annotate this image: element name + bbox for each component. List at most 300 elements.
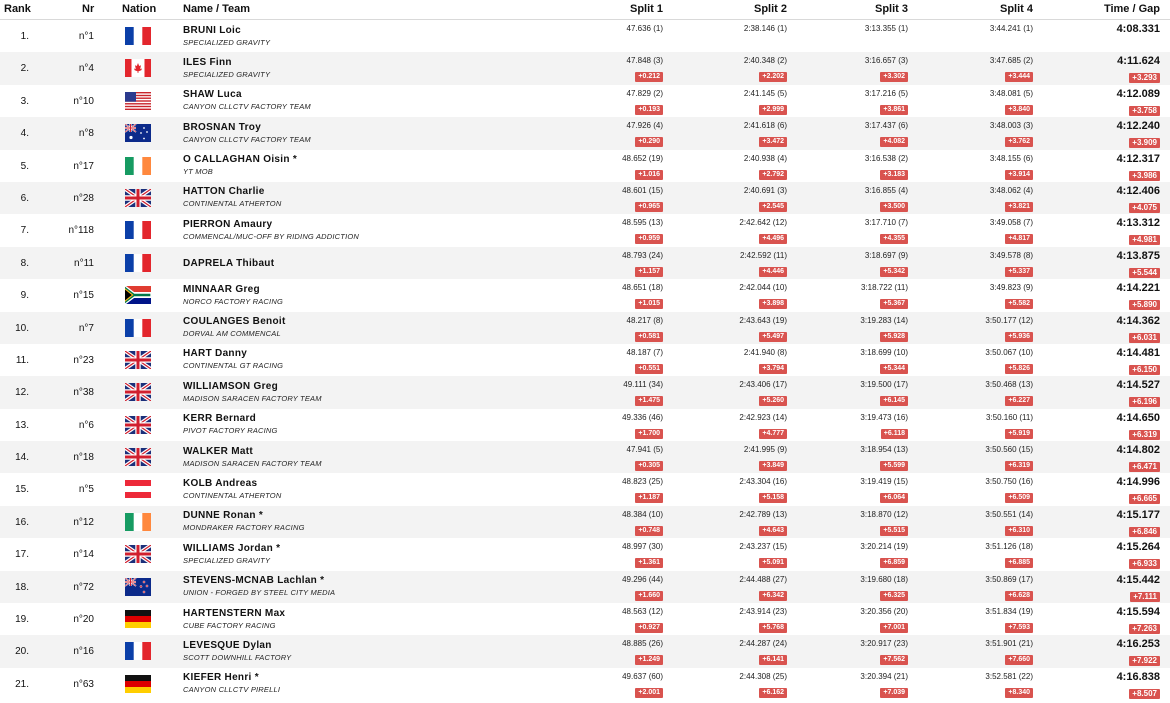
split-4-cell <box>990 218 1033 245</box>
final-gap-badge: +6.150 <box>1129 365 1160 375</box>
split-2-cell <box>744 89 787 116</box>
split-time: 3:50.177 (12) <box>985 315 1033 325</box>
final-time: 4:16.253 <box>1116 638 1160 651</box>
bib-number: n°72 <box>73 581 94 593</box>
split-time: 47.941 (5) <box>626 445 663 455</box>
rider-cell <box>183 122 311 144</box>
split-gap-badge: +0.305 <box>635 461 663 471</box>
rider-name[interactable]: O CALLAGHAN Oisin * <box>183 154 298 166</box>
table-row[interactable] <box>0 473 1170 505</box>
rider-name[interactable]: WILLIAMS Jordan * <box>183 542 281 554</box>
split-time: 2:43.237 (15) <box>739 542 787 552</box>
split-gap-badge: +1.016 <box>635 170 663 180</box>
rider-cell <box>183 25 270 47</box>
rider-name[interactable]: HARTENSTERN Max <box>183 607 286 619</box>
rider-cell <box>183 348 283 370</box>
time-gap-cell <box>1117 541 1160 571</box>
bib-number: n°17 <box>73 160 94 172</box>
split-2-cell <box>744 348 787 375</box>
fr-flag-icon <box>125 319 151 337</box>
final-time: 4:08.331 <box>1116 23 1160 35</box>
final-time: 4:14.996 <box>1116 476 1160 489</box>
split-2-cell <box>744 186 787 213</box>
time-gap-cell <box>1117 476 1160 506</box>
header-split-4[interactable]: Split 4 <box>999 3 1033 15</box>
table-row[interactable] <box>0 312 1170 344</box>
split-gap-badge: +4.355 <box>880 234 908 244</box>
rider-cell <box>183 575 335 597</box>
split-gap-badge: +5.344 <box>880 364 908 374</box>
at-flag-icon <box>125 480 151 498</box>
split-2-cell <box>739 316 787 343</box>
rider-cell <box>183 57 270 79</box>
split-gap-badge: +5.260 <box>759 396 787 406</box>
split-1-cell <box>622 251 663 278</box>
split-gap-badge: +1.157 <box>635 267 663 277</box>
split-time: 3:16.538 (2) <box>864 153 908 163</box>
split-gap-badge: +0.290 <box>635 137 663 147</box>
rank-cell: 8. <box>20 257 29 269</box>
split-time: 48.823 (25) <box>622 477 663 487</box>
split-time: 3:50.560 (15) <box>985 445 1033 455</box>
table-row[interactable] <box>0 247 1170 279</box>
split-gap-badge: +5.515 <box>880 526 908 536</box>
final-gap-badge: +3.986 <box>1129 171 1160 181</box>
split-time: 48.652 (19) <box>622 153 663 163</box>
ie-flag-icon <box>125 157 151 175</box>
final-time: 4:12.317 <box>1116 152 1160 165</box>
ie-flag-icon <box>125 513 151 531</box>
split-2-cell <box>744 56 787 83</box>
split-2-cell <box>739 542 787 569</box>
split-4-cell <box>990 56 1033 83</box>
table-row[interactable] <box>0 20 1170 52</box>
time-gap-cell <box>1117 23 1160 35</box>
split-3-cell <box>865 24 908 33</box>
split-time: 3:17.710 (7) <box>864 218 908 228</box>
split-gap-badge: +3.861 <box>880 105 908 115</box>
split-4-cell <box>985 639 1033 666</box>
split-1-cell <box>622 672 663 699</box>
split-gap-badge: +6.064 <box>880 493 908 503</box>
table-row[interactable] <box>0 538 1170 570</box>
rider-cell <box>183 381 322 403</box>
table-row[interactable] <box>0 214 1170 246</box>
split-gap-badge: +5.342 <box>880 267 908 277</box>
time-gap-cell <box>1117 217 1160 247</box>
split-3-cell <box>865 251 908 278</box>
final-time: 4:14.527 <box>1116 379 1160 392</box>
gb-flag-icon <box>125 448 151 466</box>
rider-name[interactable]: DUNNE Ronan * <box>183 510 264 522</box>
rank-cell: 5. <box>20 160 29 172</box>
split-gap-badge: +5.497 <box>759 332 787 342</box>
de-flag-icon <box>125 675 151 693</box>
split-time: 49.296 (44) <box>622 574 663 584</box>
time-gap-cell <box>1117 315 1160 345</box>
team-name: MADISON SARACEN FACTORY TEAM <box>183 393 322 403</box>
za-flag-icon <box>125 286 151 304</box>
team-name: YT MOB <box>183 167 213 177</box>
split-gap-badge: +0.748 <box>635 526 663 536</box>
split-gap-badge: +3.898 <box>759 299 787 309</box>
split-gap-badge: +5.768 <box>759 623 787 633</box>
split-4-cell <box>985 477 1033 504</box>
split-2-cell <box>739 672 787 699</box>
split-gap-badge: +2.001 <box>635 688 663 698</box>
team-name: NORCO FACTORY RACING <box>183 296 283 306</box>
rider-name[interactable]: BROSNAN Troy <box>183 121 262 133</box>
rider-name[interactable]: WILLIAMSON Greg <box>183 380 279 392</box>
split-3-cell <box>861 283 908 310</box>
split-1-cell <box>622 639 663 666</box>
split-2-cell <box>739 510 787 537</box>
rider-cell <box>183 89 311 111</box>
team-name: SCOTT DOWNHILL FACTORY <box>183 652 292 662</box>
split-gap-badge: +1.249 <box>635 655 663 665</box>
final-time: 4:14.481 <box>1116 346 1160 359</box>
split-time: 3:52.581 (22) <box>985 671 1033 681</box>
rank-cell: 10. <box>15 322 29 334</box>
rank-cell: 18. <box>15 581 29 593</box>
split-4-cell <box>985 316 1033 343</box>
header-time-gap[interactable]: Time / Gap <box>1103 3 1160 15</box>
split-4-cell <box>990 154 1033 181</box>
final-time: 4:13.875 <box>1116 249 1160 262</box>
split-1-cell <box>622 186 663 213</box>
bib-number: n°14 <box>73 549 94 561</box>
split-gap-badge: +5.936 <box>1005 332 1033 342</box>
bib-number: n°38 <box>73 387 94 399</box>
final-time: 4:15.264 <box>1116 541 1160 554</box>
rider-name[interactable]: ILES Finn <box>183 56 232 68</box>
split-3-cell <box>860 542 908 569</box>
time-gap-cell <box>1117 412 1160 442</box>
rider-cell <box>183 413 278 435</box>
table-row[interactable] <box>0 571 1170 603</box>
bib-number: n°23 <box>73 354 94 366</box>
split-time: 48.885 (26) <box>622 639 663 649</box>
split-gap-badge: +0.193 <box>635 105 663 115</box>
table-row[interactable] <box>0 52 1170 84</box>
split-4-cell <box>985 348 1033 375</box>
time-gap-cell <box>1117 88 1160 118</box>
split-gap-badge: +4.777 <box>759 429 787 439</box>
split-gap-badge: +0.581 <box>635 332 663 342</box>
header-split-3[interactable]: Split 3 <box>874 3 908 15</box>
split-4-cell <box>990 186 1033 213</box>
split-3-cell <box>860 348 908 375</box>
final-time: 4:15.177 <box>1116 508 1160 521</box>
header-split-1[interactable]: Split 1 <box>629 3 663 15</box>
split-gap-badge: +3.183 <box>880 170 908 180</box>
split-gap-badge: +2.202 <box>759 72 787 82</box>
split-time: 3:17.437 (6) <box>864 121 908 131</box>
team-name: CANYON CLLCTV FACTORY TEAM <box>183 102 311 112</box>
rider-cell <box>183 543 280 565</box>
split-time: 2:42.642 (12) <box>739 218 787 228</box>
rider-name[interactable]: HATTON Charlie <box>183 186 265 198</box>
split-gap-badge: +6.141 <box>759 655 787 665</box>
split-time: 49.336 (46) <box>622 412 663 422</box>
split-time: 48.651 (18) <box>622 283 663 293</box>
final-time: 4:14.221 <box>1116 282 1160 295</box>
split-gap-badge: +4.446 <box>759 267 787 277</box>
split-gap-badge: +6.310 <box>1005 526 1033 536</box>
rider-name[interactable]: LEVESQUE Dylan <box>183 639 272 651</box>
header-split-2[interactable]: Split 2 <box>753 3 787 15</box>
split-gap-badge: +0.212 <box>635 72 663 82</box>
split-time: 3:19.680 (18) <box>860 574 908 584</box>
rider-cell <box>183 219 359 241</box>
final-time: 4:12.240 <box>1116 120 1160 133</box>
rider-name[interactable]: PIERRON Amaury <box>183 218 273 230</box>
split-3-cell <box>860 413 908 440</box>
rider-name[interactable]: WALKER Matt <box>183 445 253 457</box>
time-gap-cell <box>1117 153 1160 183</box>
bib-number: n°15 <box>73 290 94 302</box>
split-time: 2:41.940 (8) <box>743 347 787 357</box>
rider-cell <box>183 510 305 532</box>
rider-name[interactable]: BRUNI Loic <box>183 24 241 36</box>
split-time: 2:38.146 (1) <box>743 24 787 33</box>
final-gap-badge: +6.031 <box>1129 333 1160 343</box>
split-gap-badge: +3.762 <box>1005 137 1033 147</box>
split-time: 48.187 (7) <box>626 347 663 357</box>
split-2-cell <box>744 121 787 148</box>
table-row[interactable] <box>0 117 1170 149</box>
split-4-cell <box>985 575 1033 602</box>
split-time: 3:49.058 (7) <box>989 218 1033 228</box>
split-4-cell <box>986 413 1033 440</box>
final-gap-badge: +6.471 <box>1129 462 1160 472</box>
team-name: MADISON SARACEN FACTORY TEAM <box>183 458 322 468</box>
split-gap-badge: +6.118 <box>881 429 908 439</box>
split-gap-badge: +5.337 <box>1005 267 1033 277</box>
split-1-cell <box>627 89 663 116</box>
split-time: 2:44.308 (25) <box>739 671 787 681</box>
table-row[interactable] <box>0 150 1170 182</box>
rank-cell: 13. <box>15 419 29 431</box>
bib-number: n°20 <box>73 614 94 626</box>
split-3-cell <box>860 639 908 666</box>
team-name: CONTINENTAL GT RACING <box>183 361 284 371</box>
table-row[interactable] <box>0 441 1170 473</box>
split-time: 3:50.160 (11) <box>986 412 1033 422</box>
header-nr[interactable]: Nr <box>82 3 95 15</box>
split-gap-badge: +7.562 <box>880 655 908 665</box>
split-gap-badge: +6.509 <box>1005 493 1033 503</box>
rider-cell <box>183 446 322 468</box>
table-row[interactable] <box>0 635 1170 667</box>
split-time: 2:43.914 (23) <box>739 607 787 617</box>
split-gap-badge: +6.342 <box>759 591 787 601</box>
rider-name[interactable]: KERR Bernard <box>183 413 257 425</box>
split-time: 2:44.287 (24) <box>739 639 787 649</box>
bib-number: n°1 <box>78 31 94 42</box>
split-time: 2:44.488 (27) <box>739 574 787 584</box>
split-time: 3:50.869 (17) <box>985 574 1033 584</box>
time-gap-cell <box>1117 250 1160 280</box>
rider-name[interactable]: COULANGES Benoit <box>183 316 286 328</box>
rider-cell <box>183 186 281 208</box>
split-time: 48.595 (13) <box>622 218 663 228</box>
final-gap-badge: +3.293 <box>1129 73 1160 83</box>
split-3-cell <box>865 186 908 213</box>
final-gap-badge: +3.909 <box>1129 138 1160 148</box>
split-gap-badge: +7.001 <box>880 623 908 633</box>
split-time: 3:48.155 (6) <box>989 153 1033 163</box>
split-time: 3:49.578 (8) <box>989 250 1033 260</box>
split-3-cell <box>860 380 908 407</box>
split-gap-badge: +4.082 <box>880 137 908 147</box>
split-gap-badge: +3.500 <box>880 202 908 212</box>
split-time: 3:50.750 (16) <box>985 477 1033 487</box>
final-time: 4:13.312 <box>1116 217 1160 230</box>
split-4-cell <box>985 672 1033 699</box>
split-time: 2:43.406 (17) <box>739 380 787 390</box>
split-gap-badge: +3.302 <box>880 72 908 82</box>
rider-name[interactable]: KIEFER Henri * <box>183 672 259 684</box>
split-time: 2:43.304 (16) <box>739 477 787 487</box>
split-gap-badge: +3.444 <box>1005 72 1033 82</box>
table-row[interactable] <box>0 409 1170 441</box>
split-2-cell <box>739 477 787 504</box>
time-gap-cell <box>1117 444 1160 474</box>
rank-cell: 14. <box>15 452 29 464</box>
time-gap-cell <box>1117 120 1160 150</box>
header-rank[interactable]: Rank <box>4 3 31 15</box>
table-row[interactable] <box>0 279 1170 311</box>
split-gap-badge: +1.015 <box>635 299 663 309</box>
split-gap-badge: +3.840 <box>1005 105 1033 115</box>
bib-number: n°18 <box>73 452 94 464</box>
rank-cell: 1. <box>20 31 29 42</box>
team-name: UNION - FORGED BY STEEL CITY MEDIA <box>183 588 336 598</box>
rider-name[interactable]: DAPRELA Thibaut <box>183 257 275 269</box>
table-row[interactable] <box>0 182 1170 214</box>
split-time: 3:47.685 (2) <box>989 56 1033 66</box>
split-time: 49.637 (60) <box>622 671 663 681</box>
final-time: 4:15.442 <box>1116 573 1160 586</box>
split-time: 3:19.283 (14) <box>860 315 908 325</box>
rank-cell: 11. <box>15 354 29 366</box>
split-time: 3:48.081 (5) <box>989 88 1033 98</box>
split-time: 3:13.355 (1) <box>864 24 908 33</box>
split-time: 3:19.419 (15) <box>860 477 908 487</box>
split-time: 2:40.348 (2) <box>743 56 787 66</box>
split-1-cell <box>627 316 663 343</box>
split-time: 2:40.691 (3) <box>743 185 787 195</box>
split-gap-badge: +8.340 <box>1005 688 1033 698</box>
split-time: 3:19.500 (17) <box>860 380 908 390</box>
bib-number: n°28 <box>73 192 94 204</box>
rider-name[interactable]: MINNAAR Greg <box>183 283 260 295</box>
split-time: 48.384 (10) <box>622 509 663 519</box>
team-name: PIVOT FACTORY RACING <box>183 426 278 436</box>
final-gap-badge: +5.544 <box>1129 268 1160 278</box>
final-time: 4:14.802 <box>1116 444 1160 457</box>
rider-cell <box>183 640 291 662</box>
team-name: SPECIALIZED GRAVITY <box>183 69 271 79</box>
time-gap-cell <box>1117 574 1160 604</box>
final-gap-badge: +7.922 <box>1129 656 1160 666</box>
table-row[interactable] <box>0 376 1170 408</box>
split-2-cell <box>739 380 787 407</box>
split-1-cell <box>622 477 663 504</box>
final-gap-badge: +6.933 <box>1129 559 1160 569</box>
final-gap-badge: +8.507 <box>1129 689 1160 699</box>
split-4-cell <box>985 542 1033 569</box>
split-4-cell <box>990 89 1033 116</box>
split-time: 48.997 (30) <box>622 542 663 552</box>
split-1-cell <box>627 56 663 83</box>
split-time: 3:44.241 (1) <box>989 24 1033 33</box>
header-name-team[interactable]: Name / Team <box>183 3 251 15</box>
split-3-cell <box>865 56 908 83</box>
time-gap-cell <box>1117 282 1160 312</box>
split-gap-badge: +5.091 <box>759 558 787 568</box>
table-row[interactable] <box>0 603 1170 635</box>
team-name: SPECIALIZED GRAVITY <box>183 555 271 565</box>
split-gap-badge: +5.919 <box>1005 429 1033 439</box>
split-gap-badge: +6.859 <box>880 558 908 568</box>
split-1-cell <box>622 413 663 440</box>
table-row[interactable] <box>0 344 1170 376</box>
rider-name[interactable]: SHAW Luca <box>183 89 242 101</box>
split-gap-badge: +3.472 <box>759 137 787 147</box>
split-time: 2:42.789 (13) <box>739 509 787 519</box>
table-row[interactable] <box>0 85 1170 117</box>
split-gap-badge: +6.885 <box>1005 558 1033 568</box>
rider-name[interactable]: STEVENS-MCNAB Lachlan * <box>183 575 325 587</box>
de-flag-icon <box>125 610 151 628</box>
split-time: 2:41.995 (9) <box>743 445 787 455</box>
split-time: 3:20.356 (20) <box>860 607 908 617</box>
final-time: 4:15.594 <box>1116 606 1160 619</box>
split-time: 3:18.699 (10) <box>860 347 908 357</box>
split-1-cell <box>622 510 663 537</box>
split-3-cell <box>860 445 908 472</box>
final-time: 4:16.838 <box>1116 670 1160 683</box>
team-name: MONDRAKER FACTORY RACING <box>183 523 305 533</box>
fr-flag-icon <box>125 221 151 239</box>
final-time: 4:11.624 <box>1117 55 1160 68</box>
team-name: COMMENCAL/MUC-OFF BY RIDING ADDICTION <box>183 231 360 241</box>
split-1-cell <box>623 380 663 407</box>
split-gap-badge: +5.826 <box>1005 364 1033 374</box>
final-gap-badge: +4.981 <box>1129 235 1160 245</box>
team-name: SPECIALIZED GRAVITY <box>183 37 271 47</box>
rider-name[interactable]: KOLB Andreas <box>183 477 258 489</box>
split-time: 3:50.067 (10) <box>985 347 1033 357</box>
bib-number: n°8 <box>78 128 94 140</box>
rank-cell: 2. <box>20 63 29 75</box>
header-nation[interactable]: Nation <box>122 3 157 15</box>
split-2-cell <box>739 575 787 602</box>
rank-cell: 6. <box>20 192 29 204</box>
split-1-cell <box>627 121 663 148</box>
table-row[interactable] <box>0 506 1170 538</box>
table-row[interactable] <box>0 668 1170 700</box>
split-4-cell <box>985 445 1033 472</box>
rider-name[interactable]: HART Danny <box>183 348 248 360</box>
split-time: 3:48.062 (4) <box>989 185 1033 195</box>
au-flag-icon <box>125 124 151 142</box>
gb-flag-icon <box>125 416 151 434</box>
split-time: 3:18.697 (9) <box>864 250 908 260</box>
split-gap-badge: +6.628 <box>1005 591 1033 601</box>
